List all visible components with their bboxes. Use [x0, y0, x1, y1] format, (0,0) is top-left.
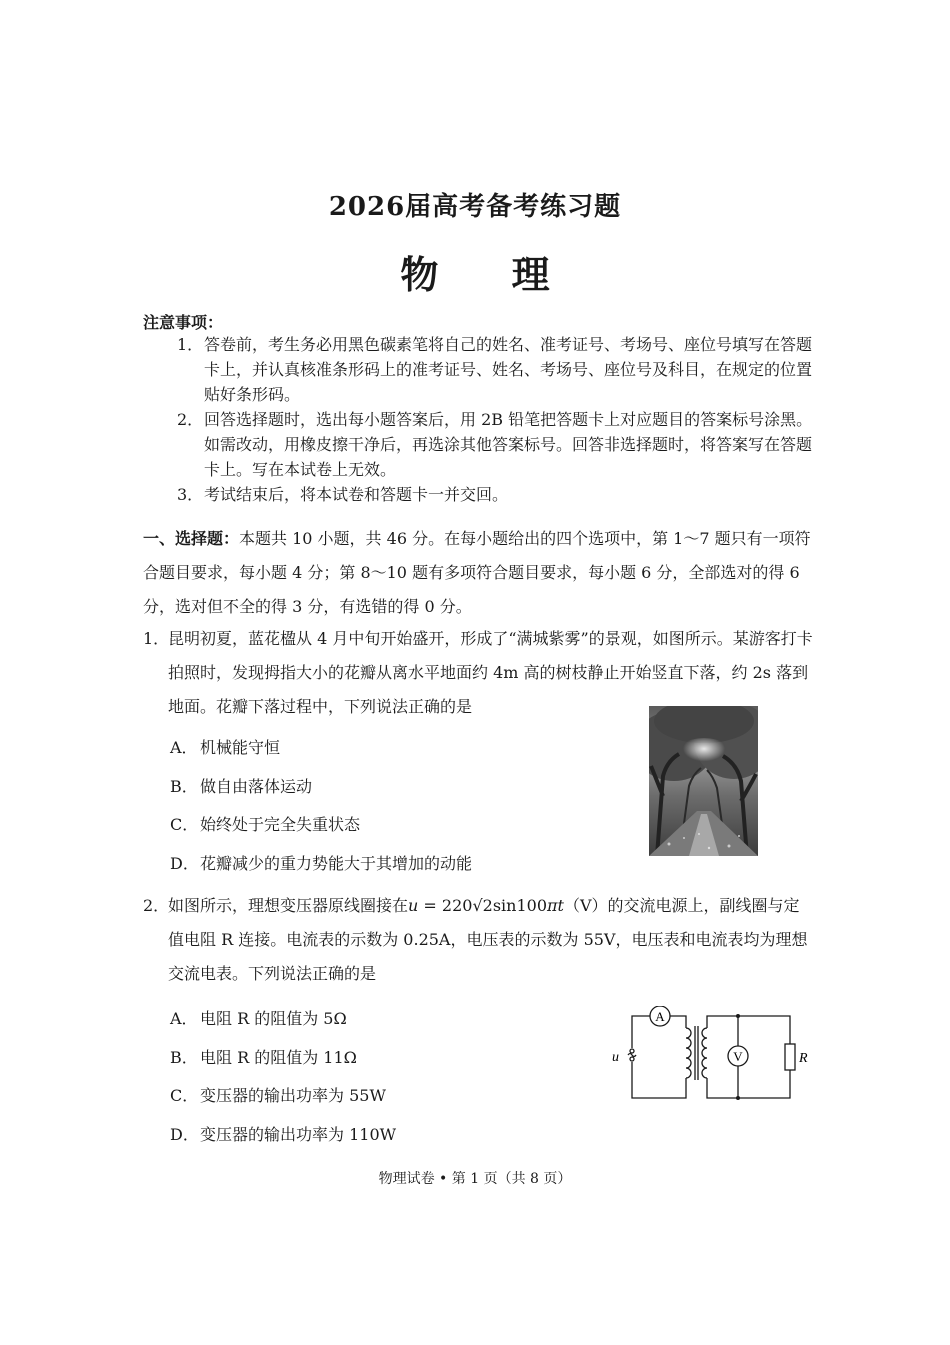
notice-heading: 注意事项：: [143, 313, 224, 332]
stem-text-after: （V）的交流电源上，副线圈与定值电阻 R 连接。电流表的示数为 0.25A，电压表的示数为 55V，电压表和电流表均为理想交流电表。下列说法正确的是: [168, 896, 808, 983]
q2-option-b: [170, 1045, 357, 1068]
secondary-wire-bottom: [707, 1070, 790, 1098]
q2-option-a: [170, 1006, 347, 1029]
formula-lhs: u: [408, 896, 419, 915]
secondary-coil: [702, 1028, 707, 1078]
q1-option-d: [170, 851, 472, 874]
option-label: B．: [170, 1048, 198, 1067]
section-heading: 一、选择题：: [143, 529, 240, 548]
primary-wire-bottom: [632, 1062, 686, 1098]
option-label: C．: [170, 1086, 199, 1105]
primary-wire-left-top: [632, 1016, 650, 1048]
question-stem: 昆明初夏，蓝花楹从 4 月中旬开始盛开，形成了“满城紫雾”的景观，如图所示。某游客打卡拍照时，发现拇指大小的花瓣从离水平地面约 4m 高的树枝静止开始竖直下落，约 2s 落到地面。花瓣下落过程中，下列说法正确的是: [168, 629, 813, 716]
page-footer: 物理试卷 • 第 1 页（共 8 页）: [378, 1171, 572, 1187]
option-text: 始终处于完全失重状态: [200, 815, 361, 834]
junction-dot-bottom: [736, 1096, 740, 1100]
option-label: D．: [170, 854, 199, 873]
jacaranda-street-photo: [649, 706, 758, 856]
option-label: D．: [170, 1125, 199, 1144]
notice-item-num: 2．: [177, 410, 204, 429]
circuit-svg: [602, 1006, 812, 1106]
section-text: 本题共 10 小题，共 46 分。在每小题给出的四个选项中，第 1～7 题只有一项符合题目要求，每小题 4 分；第 8～10 题有多项符合题目要求，每小题 6 分，全部选对的得 6 分，选对但不全的得 3 分，有选错的得 0 分。: [143, 529, 811, 616]
exam-title: 2026届高考备考练习题: [328, 192, 622, 222]
ammeter-label: A: [655, 1009, 665, 1024]
q2-option-c: [170, 1083, 386, 1106]
formula-pi-t: πt: [547, 896, 564, 915]
option-label: C．: [170, 815, 199, 834]
option-text: 做自由落体运动: [200, 777, 313, 796]
option-text: 变压器的输出功率为 55W: [200, 1086, 386, 1105]
ac-source-icon: [628, 1054, 636, 1057]
notice-item-1: [177, 332, 817, 407]
option-text: 变压器的输出功率为 110W: [200, 1125, 397, 1144]
notice-item-text: 考试结束后，将本试卷和答题卡一并交回。: [204, 485, 509, 504]
question-stem: [168, 889, 813, 991]
q1-option-b: [170, 774, 312, 797]
resistor-symbol: [785, 1044, 795, 1070]
option-text: 电阻 R 的阻值为 11Ω: [200, 1048, 357, 1067]
notice-item-2: [177, 407, 817, 482]
notice-item-num: 1．: [177, 335, 204, 354]
q1-option-a: [170, 735, 280, 758]
primary-wire-right-top: [670, 1016, 686, 1028]
option-label: B．: [170, 777, 198, 796]
option-label: A．: [170, 738, 198, 757]
formula-sqrt: √2: [472, 896, 493, 915]
question-2: [143, 889, 813, 991]
junction-dot-top: [736, 1014, 740, 1018]
option-label: A．: [170, 1009, 198, 1028]
notice-item-text: 答卷前，考生务必用黑色碳素笔将自己的姓名、准考证号、考场号、座位号填写在答题卡上，并认真核准条形码上的准考证号、姓名、考场号、座位号及科目，在规定的位置贴好条形码。: [204, 335, 813, 404]
q1-option-c: [170, 812, 360, 835]
notice-item-text: 回答选择题时，选出每小题答案后，用 2B 铅笔把答题卡上对应题目的答案标号涂黑。如需改动，用橡皮擦干净后，再选涂其他答案标号。回答非选择题时，将答案写在答题卡上。写在本试卷上无效。: [204, 410, 813, 479]
ac-source-terminal-top: [630, 1049, 634, 1053]
ac-source-terminal-bottom: [630, 1057, 634, 1061]
transformer-circuit-diagram: [602, 1006, 812, 1106]
question-number: 1．: [143, 629, 170, 648]
notice-item-3: [177, 482, 817, 507]
option-text: 机械能守恒: [200, 738, 281, 757]
subject-title: 物 理: [400, 252, 580, 297]
source-label: u: [612, 1050, 619, 1065]
resistor-label: R: [799, 1051, 808, 1066]
notice-item-num: 3．: [177, 485, 204, 504]
q2-option-d: [170, 1122, 396, 1145]
question-number: 2．: [143, 896, 170, 915]
photo-illustration: [649, 706, 758, 856]
voltmeter-label: V: [733, 1049, 743, 1064]
section-one-instructions: [143, 522, 813, 624]
primary-coil: [686, 1028, 691, 1078]
secondary-wire-top: [707, 1016, 790, 1044]
stem-text-before: 如图所示，理想变压器原线圈接在: [168, 896, 409, 915]
option-text: 花瓣减少的重力势能大于其增加的动能: [200, 854, 473, 873]
formula-sin: sin100: [492, 896, 547, 915]
option-text: 电阻 R 的阻值为 5Ω: [200, 1009, 347, 1028]
formula-eq: = 220: [418, 896, 473, 915]
